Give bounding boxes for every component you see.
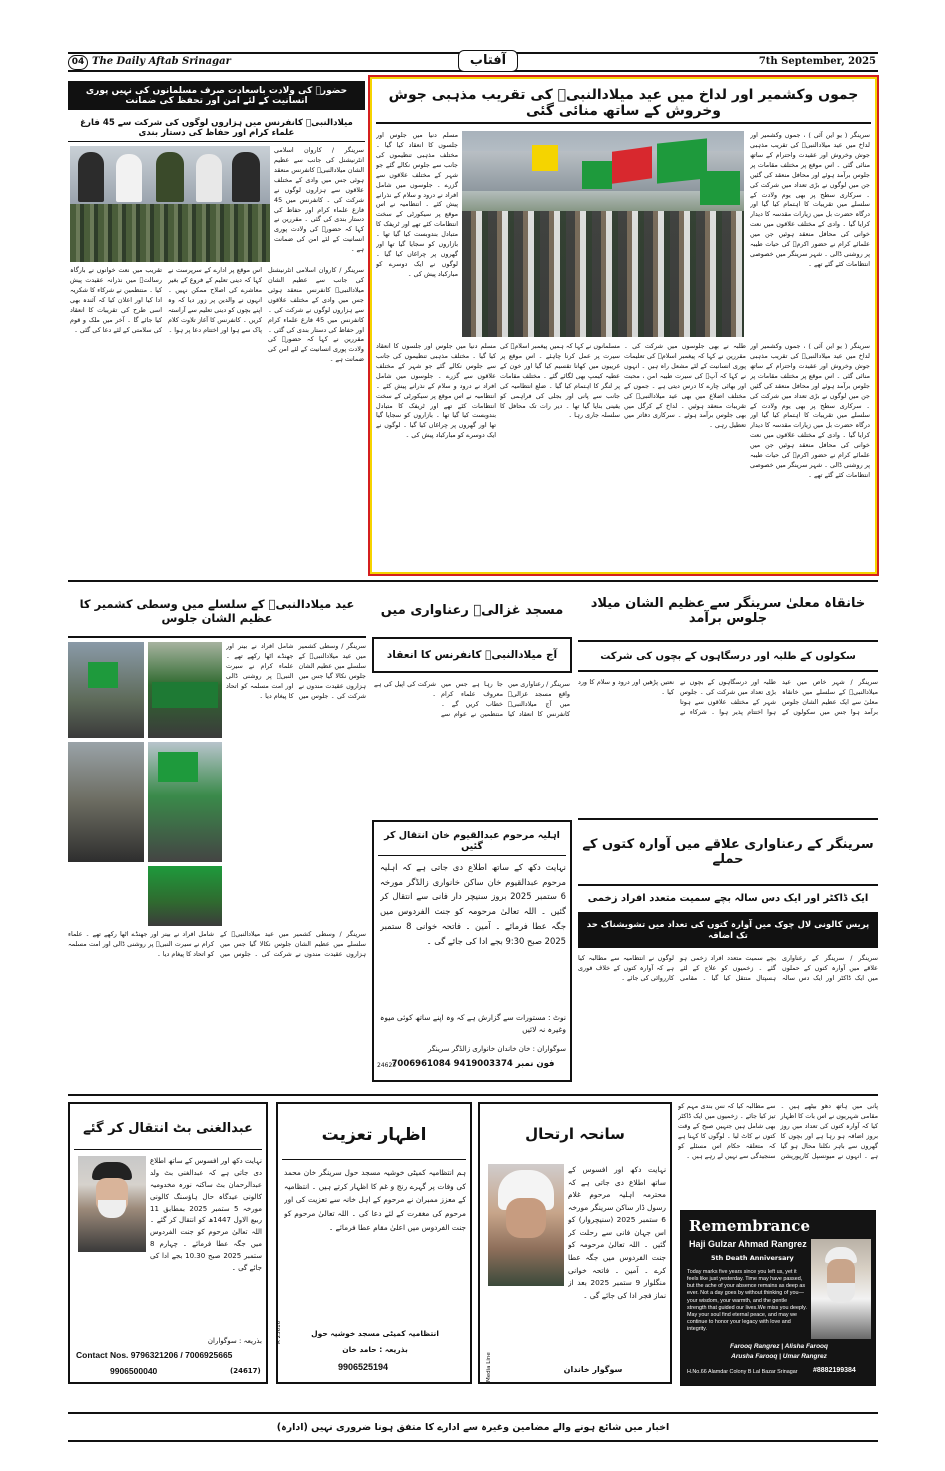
lead-story-col2b: مسلم دنیا میں جلوس اور جلسوں کا انعقاد کیا گیا ۔ مختلف مذہبی تنظیموں کی جانب سے جلوس نکالے گئے جو شہر کے مختلف علاقوں سے گزرے ۔ جلوسوں میں شامل افراد نے درود و سلام کے نذرانے پیش کئے ۔ انتظامیہ نے اس موقع پر سیکورٹی کے سخت انتظامات کئے تھے اور ٹریفک کا متبادل بندوبست کیا گیا تھا ۔ بازاروں کو سجایا گیا تھا اور گھروں پر چراغاں کیا گیا ۔ لوگوں نے ایک دوسرے کو مبارکباد پیش کی ۔ — [376, 342, 496, 440]
tazeeyat-phone: 9906525194 — [338, 1362, 389, 1372]
paper-name: The Daily Aftab Srinagar — [92, 56, 231, 67]
ghani-portrait — [78, 1156, 146, 1252]
left-story-col1-cont: سرینگر / کاروان اسلامی انٹرنیشنل کی جانب سے عظیم الشان میلادالنبیؐ کانفرنس منعقد ہوئی جس میں وادی کے مختلف علاقوں سے ہزاروں لوگوں نے شرکت کی ۔ کانفرنس میں 45 فارغ علماء کرام اور حفاظ کی دستار بندی کی گئی ۔ مقررین نے کہا کہ حضورؐ کی ولادت پوری انسانیت کے لئے امن کی ضمانت ہے ۔ — [268, 266, 364, 364]
footer-disclaimer: اخبار میں شائع ہونے والے مضامین وغیرہ سے ادارے کا متفق ہونا ضروری نہیں (ادارہ) — [276, 1421, 670, 1433]
remembrance-anniversary: 5th Death Anniversary — [711, 1254, 794, 1262]
remembrance-name: Haji Gulzar Ahmad Rangrez — [689, 1239, 807, 1249]
left-story-headline: میلادالنبیؐ کانفرنس میں ہزاروں لوگوں کی شرکت سے 45 فارغ علماء کرام اور حفاظ کی دستار بندی — [68, 114, 365, 142]
left-story-col2: اس موقع پر ادارے کے سرپرست نے کہا کہ دینی تعلیم کے فروغ کے بغیر معاشرے کی اصلاح ممکن نہیں ۔ انہوں نے والدین پر زور دیا کہ وہ اپنے بچوں کو دینی تعلیم سے آراستہ کریں ۔ کانفرنس کا آغاز تلاوت کلام پاک سے ہوا اور اختتام دعا پر ہوا ۔ — [168, 266, 262, 334]
obituary-khan — [372, 820, 572, 1082]
obituary-ghani-ref: (24617) — [230, 1367, 261, 1375]
story-central-text: سرینگر / وسطی کشمیر میں عید میلادالنبیؐ کے سلسلے میں عظیم الشان جلوس نکالا گیا جس میں ہزاروں عقیدت مندوں نے شرکت کی ۔ جلوس میں شامل افراد نے بینر اور جھنڈے اٹھا رکھے تھے ۔ علماء کرام نے سیرت النبیؐ پر روشنی ڈالی اور امت مسلمہ کو اتحاد کا پیغام دیا ۔ — [226, 642, 366, 700]
story-dogs-headline: سرینگر کے رعناواری علاقے میں آوارہ کتوں کے حملے — [582, 837, 874, 867]
issue-date: 7th September, 2025 — [758, 56, 876, 67]
left-story-col1: سرینگر / کاروان اسلامی انٹرنیشنل کی جانب سے عظیم الشان میلادالنبیؐ کانفرنس منعقد ہوئی جس میں وادی کے مختلف علاقوں سے ہزاروں لوگوں نے شرکت کی ۔ کانفرنس میں 45 فارغ علماء کرام اور حفاظ کی دستار بندی کی گئی ۔ مقررین نے کہا کہ حضورؐ کی ولادت پوری انسانیت کے لئے امن کی ضمانت ہے ۔ — [274, 146, 364, 254]
obituary-khan-family: سوگواران : خان خاندان خانواری زالڈگر سرینگر — [428, 1045, 566, 1053]
obituary-ghani-family: بذریعہ : سوگواران — [207, 1337, 262, 1345]
lead-story-col1b: سرینگر ( یو این آئی ) ، جموں وکشمیر اور لداخ میں عید میلادالنبیؐ کی تقریب مذہبی جوش وخروش اور عقیدت واحترام کے ساتھ منائی گئی ۔ اس موقع پر مختلف مقامات پر جلوس برآمد ہوئے اور محافل منعقد کی گئیں جن میں لوگوں نے بڑی تعداد میں شرکت کی ۔ سرکاری سطح پر بھی یوم ولادت کے سلسلے میں تقریبات کا اہتمام کیا گیا اور درگاہ حضرت بل میں زیارات مقدسہ کا دیدار کرایا گیا ۔ وادی کے مختلف علاقوں میں نعت خوانی کی محافل منعقد ہوئیں جن میں علمائے کرام نے حضور اکرمؐ کی حیات طیبہ پر روشنی ڈالی ۔ شہر سرینگر میں خصوصی انتظامات کئے گئے تھے ۔ — [750, 342, 870, 479]
obituary-ghani-contacts: Contact Nos. 9796321206 / 7006925665 — [76, 1350, 233, 1360]
tazeeyat-text: ہم انتظامیہ کمیٹی خوشیہ مسجد حول سرینگر خان محمد کی وفات پر گہرے رنج و غم کا اظہار کرتے ہیں ۔ انتظامیہ کے معزز ممبران نے مرحوم کے اہل خانہ سے تعزیت کی اور مرحوم کی مغفرت کے لئے دعا کی ۔ اللہ تعالیٰ مرحوم کو جنت الفردوس میں اعلیٰ مقام عطا فرمائے ۔ — [284, 1168, 466, 1232]
obituary-khan-headline: اہلیہ مرحوم عبدالقیوم خان انتقال کر گئیں — [378, 826, 566, 856]
central-photo-5 — [148, 866, 222, 926]
obituary-khan-ref: 24623 — [377, 1062, 397, 1069]
story-dogs-subhead1: ایک ڈاکٹر اور ایک دس سالہ بچے سمیت متعدد افراد زخمی — [578, 884, 878, 910]
left-story-kicker: حضورؐ کی ولادت باسعادت صرف مسلمانوں کی نہیں پوری انسانیت کے لئے امن اور تحفظ کی ضمانت — [68, 81, 365, 110]
sanha-family: سوگوار خاندان — [563, 1364, 623, 1374]
lead-story-col2: مسلم دنیا میں جلوس اور جلسوں کا انعقاد کیا گیا ۔ مختلف مذہبی تنظیموں کی جانب سے جلوس نکالے گئے جو شہر کے مختلف علاقوں سے گزرے ۔ جلوسوں میں شامل افراد نے درود و سلام کے نذرانے پیش کئے ۔ انتظامیہ نے اس موقع پر سیکورٹی کے سخت انتظامات کئے تھے اور ٹریفک کا متبادل بندوبست کیا گیا تھا ۔ بازاروں کو سجایا گیا تھا اور گھروں پر چراغاں کیا گیا ۔ لوگوں نے ایک دوسرے کو مبارکباد پیش کی ۔ — [376, 131, 458, 278]
lead-story-col3: طلبہ نے بھی جلوسوں میں شرکت کی ۔ مقررین نے کہا کہ پیغمبر اسلامؐ کی تعلیمات پوری انسانیت کے لئے مشعل راہ ہیں ۔ انہوں نے کہا کہ آپؐ کی سیرت طیبہ امن ، محبت اور بھائی چارے کا درس دیتی ہے ۔ جموں کے مختلف اضلاع میں بھی عید میلادالنبیؐ کی تقریبات منعقد ہوئیں ۔ لداخ کے کرگل میں بھی جلوس برآمد ہوئے ۔ سرکاری دفاتر میں تعطیل رہی ۔ — [624, 342, 746, 430]
obituary-khan-note: نوٹ : مستورات سے گزارش ہے کہ وہ اپنے ساتھ کوئی میوہ وغیرہ نہ لائیں — [380, 1013, 566, 1034]
obituary-khan-phone: فون نمبر 9419003374 7006961084 — [391, 1059, 555, 1069]
masthead — [68, 52, 878, 72]
sanha-box — [478, 1102, 672, 1384]
remembrance-title: Remembrance — [689, 1217, 810, 1235]
obituary-khan-text: نہایت دکھ کے ساتھ اطلاع دی جاتی ہے کہ اہلیہ مرحوم عبدالقیوم خان ساکن خانواری زالڈگر مورخہ 6 ستمبر 2025 بروز سنیچر دار فانی سے انتقال کر گئیں ۔ اللہ تعالیٰ مرحومہ کو جنت الفردوس میں جگہ عطا فرمائے ۔ آمین ۔ فاتحہ خوانی 8 ستمبر 2025 صبح 9:30 بجے ادا کی جائے گی ۔ — [380, 862, 566, 946]
tazeeyat-box — [276, 1102, 472, 1384]
obituary-ghani-contact2: 9906500040 — [110, 1366, 158, 1376]
procession-photo — [462, 131, 744, 337]
central-photo-3 — [68, 742, 144, 862]
tazeeyat-ref: R 23616 — [276, 1320, 282, 1344]
left-story-col3: تقریب میں نعت خوانوں نے بارگاہ رسالتؐ میں نذرانہ عقیدت پیش کیا ۔ منتظمین نے شرکاء کا شکریہ ادا کیا اور اعلان کیا کہ آئندہ بھی اسی طرح کی تقریبات کا انعقاد کیا جائے گا ۔ آخر میں ملک و قوم کی سلامتی کے لئے دعا کی گئی ۔ — [70, 266, 162, 334]
story-ghazali-text: سرینگر / رعناواری میں واقع مسجد غزالیؒ میں آج میلادالنبیؐ کانفرنس کا انعقاد کیا جا رہا ہے جس میں معروف علماء کرام خطاب کریں گے ۔ منتظمین نے عوام سے شرکت کی اپیل کی ہے ۔ — [374, 680, 570, 718]
remembrance-address: H.No.66 Alamdar Colony B Lal Bazar Srinagar — [687, 1369, 798, 1375]
story-ghazali-headline: مسجد غزالیؒ رعناواری میں — [380, 602, 564, 618]
lead-story-col1: سرینگر ( یو این آئی ) ، جموں وکشمیر اور لداخ میں عید میلادالنبیؐ کی تقریب مذہبی جوش وخروش اور عقیدت واحترام کے ساتھ منائی گئی ۔ اس موقع پر مختلف مقامات پر جلوس برآمد ہوئے اور محافل منعقد کی گئیں جن میں لوگوں نے بڑی تعداد میں شرکت کی ۔ سرکاری سطح پر بھی یوم ولادت کے سلسلے میں تقریبات کا اہتمام کیا گیا اور درگاہ حضرت بل میں زیارات مقدسہ کا دیدار کرایا گیا ۔ وادی کے مختلف علاقوں میں نعت خوانی کی محافل منعقد ہوئیں جن میں علمائے کرام نے حضور اکرمؐ کی حیات طیبہ پر روشنی ڈالی ۔ شہر سرینگر میں خصوصی انتظامات کئے گئے تھے ۔ — [750, 131, 870, 268]
tazeeyat-sign: انتظامیہ کمیٹی مسجد خوشیہ حول — [311, 1328, 439, 1338]
lead-story-col4: مسلمانوں نے کہا کہ ہمیں پیغمبر اسلامؐ کی سیرت پر عمل کرنا چاہئے ۔ اس موقع پر غریبوں میں کھانا تقسیم کیا گیا اور خون کے عطیہ کیمپ بھی لگائے گئے ۔ مختلف مقامات پر لنگر کا اہتمام کیا گیا ۔ ضلع انتظامیہ کی جانب سے پانی اور بجلی کی فراہمی کو یقینی بنایا گیا تھا ۔ دیر رات تک محافل کا سلسلہ جاری رہا ۔ — [500, 342, 620, 420]
story-dogs-subhead2: پریس کالونی لال چوک میں آوارہ کتوں کی تعداد میں تشویشناک حد تک اضافہ — [578, 912, 878, 948]
conference-photo — [70, 146, 270, 262]
story-central-headline: عید میلادالنبیؐ کے سلسلے میں وسطی کشمیر کا عظیم الشان جلوس — [79, 597, 355, 625]
page-number: 04 — [68, 55, 88, 70]
central-photo-1 — [68, 642, 144, 738]
remembrance-phone: #8882199384 — [813, 1367, 856, 1374]
lead-story-headline: جموں وکشمیر اور لداخ میں عید میلادالنبیؐ کی تقریب مذہبی جوش وخروش کے ساتھ منائی گئی — [376, 84, 871, 124]
sanha-text: نہایت دکھ اور افسوس کے ساتھ اطلاع دی جاتی ہے کہ محترمہ اہلیہ مرحوم غلام رسول ڈار ساکن سرینگر مورخہ 6 ستمبر 2025 (سنیچروار) کو اس جہان فانی سے رحلت کر گئیں ۔ اللہ تعالیٰ مرحومہ کو جنت الفردوس میں جگہ عطا کرے ۔ آمین ۔ فاتحہ خوانی منگلوار 9 ستمبر 2025 بعد از نماز فجر ادا کی جائے گی ۔ — [568, 1165, 666, 1300]
central-photo-2 — [148, 642, 222, 738]
story-khanqah-headline: خانقاہ معلیٰ سرینگر سے عظیم الشان میلاد جلوس برآمد — [590, 596, 866, 626]
obituary-ghani-headline: عبدالغنی بٹ انتقال کر گئے — [74, 1108, 262, 1150]
sanha-headline: سانحہ ارتحال — [525, 1125, 625, 1143]
tazeeyat-by: بذریعہ : حامد خان — [342, 1344, 408, 1354]
story-dogs-text: سرینگر / سرینگر کے رعناواری علاقے میں آوارہ کتوں کے حملوں میں ایک ڈاکٹر اور ایک دس سالہ بچے سمیت متعدد افراد زخمی ہو گئے ۔ زخمیوں کو علاج کے لئے ہسپتال منتقل کیا گیا ۔ مقامی لوگوں نے انتظامیہ سے مطالبہ کیا ہے کہ آوارہ کتوں کے خلاف فوری کارروائی کی جائے ۔ — [578, 954, 878, 982]
obituary-ghani-text: نہایت دکھ اور افسوس کے ساتھ اطلاع دی جاتی ہے کہ عبدالغنی بٹ ولد عبدالرحمان بٹ ساکنہ نورہ مخدومیہ کالونی عیدگاہ حال ہاؤسنگ کالونی مورخہ 5 ستمبر 2025 بمطابق 11 ربیع الاول 1447ھ کو انتقال کر گئے ۔ اللہ تعالیٰ مرحوم کو جنت الفردوس میں جگہ عطا فرمائے ۔ چہارم 8 ستمبر 2025 صبح 10.30 بجے ادا کی جائے گی ۔ — [150, 1157, 262, 1273]
remembrance-box — [680, 1210, 876, 1386]
remembrance-portrait — [811, 1239, 871, 1339]
story-khanqah-subhead: سکولوں کے طلبہ اور درسگاہوں کے بچوں کی شرکت — [578, 640, 878, 672]
central-photo-4 — [148, 742, 222, 862]
tazeeyat-headline: اظہار تعزیت — [282, 1110, 466, 1160]
obituary-ghani — [68, 1102, 268, 1384]
sanha-credit: Media Line — [486, 1352, 492, 1382]
story-central-text-cont: سرینگر / وسطی کشمیر میں عید میلادالنبیؐ کے سلسلے میں عظیم الشان جلوس نکالا گیا جس میں ہزاروں عقیدت مندوں نے شرکت کی ۔ جلوس میں شامل افراد نے بینر اور جھنڈے اٹھا رکھے تھے ۔ علماء کرام نے سیرت النبیؐ پر روشنی ڈالی اور امت مسلمہ کو اتحاد کا پیغام دیا ۔ — [68, 930, 366, 958]
story-ghazali-subhead: آج میلادالنبیؐ کانفرنس کا انعقاد — [372, 637, 572, 673]
story-khanqah-text: سرینگر / شہر خاص میں عید میلادالنبیؐ کے سلسلے میں خانقاہ معلیٰ سے ایک عظیم الشان جلوس برآمد ہوا جس میں سکولوں کے طلبہ اور درسگاہوں کے بچوں نے بڑی تعداد میں شرکت کی ۔ جلوس شہر کے مختلف علاقوں سے ہوتا ہوا اختتام پذیر ہوا ۔ شرکاء نے نعتیں پڑھیں اور درود و سلام کا ورد کیا ۔ — [578, 678, 878, 716]
sanha-portrait — [488, 1164, 564, 1286]
remembrance-family-2: Arusha Farooq | Umar Rangrez — [731, 1353, 827, 1360]
masthead-logo: آفتاب — [458, 50, 518, 72]
remembrance-body: Today marks five years since you left us, yet it feels like just yesterday. Time may have passed, but the ache of your absence remains as deep as ever. Not a day goes by without thinking of you—your wisdom, your warmth, and the gentle strength that guided our lives.We miss you deeply. May your soul find eternal peace, and may we continue to honor your legacy with love and integrity. — [687, 1269, 807, 1332]
remembrance-family-1: Farooq Rangrez | Alisha Farooq — [729, 1343, 828, 1350]
story-dogs-continued: پانی میں ہاتھ دھو بیٹھے ہیں ۔ مقامی شہریوں نے اس بات کا اظہار کیا کہ آوارہ کتوں کی تعداد میں روز بروز اضافہ ہو رہا ہے اور بچوں کا گھروں سے باہر نکلنا محال ہو گیا ہے ۔ انہوں نے میونسپل کارپوریشن سے مطالبہ کیا کہ نس بندی مہم کو تیز کیا جائے ۔ زخمیوں میں ایک ڈاکٹر بھی شامل ہیں جنہیں صبح کے وقت کتوں نے کاٹ لیا ۔ لوگوں کا کہنا ہے کہ متعلقہ حکام اس مسئلے کو سنجیدگی سے نہیں لے رہے ہیں ۔ — [678, 1102, 878, 1160]
